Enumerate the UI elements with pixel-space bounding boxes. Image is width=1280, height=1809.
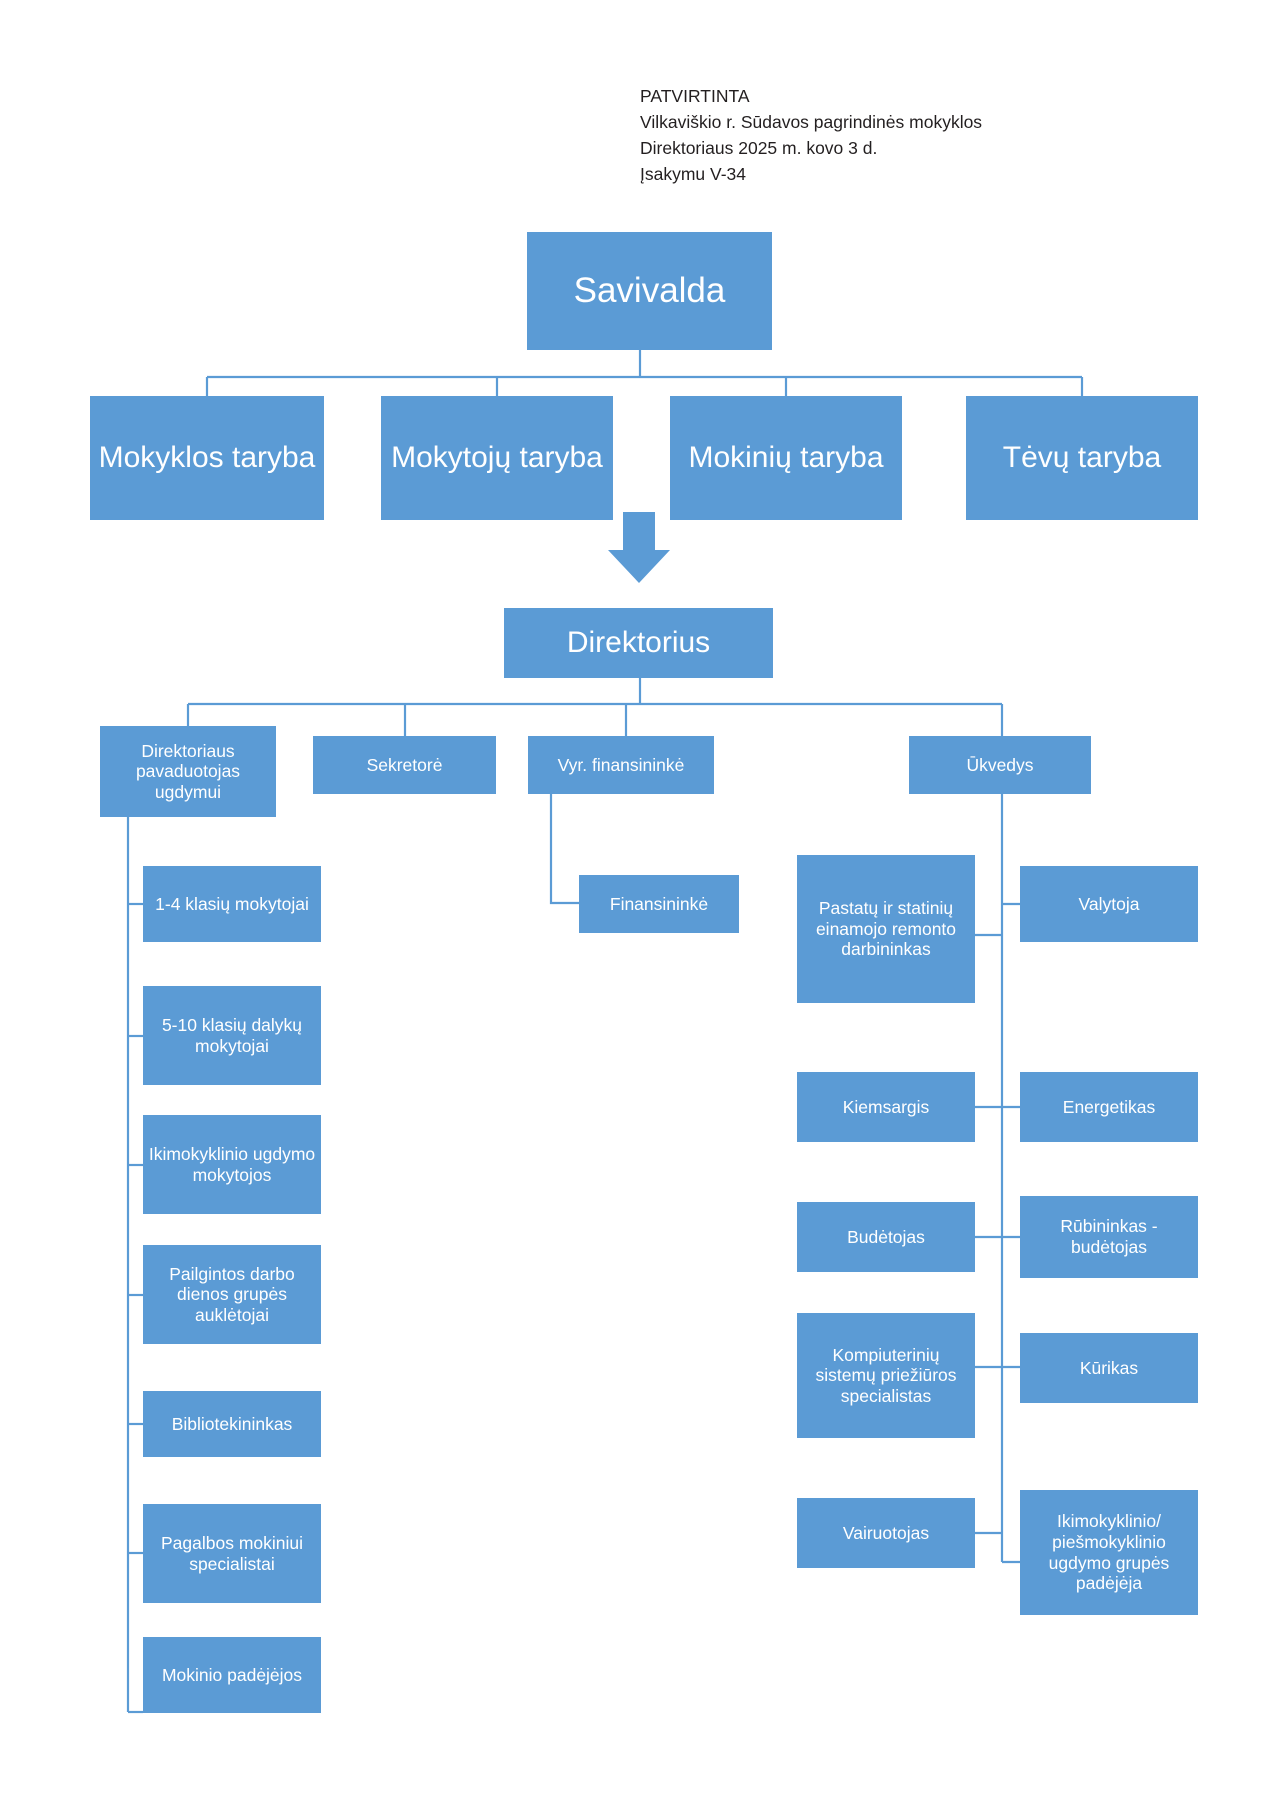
- node-label: Valytoja: [1078, 893, 1140, 914]
- node-kompiuteriniu-sistemu-prieziuros-specialistas[interactable]: [797, 1313, 975, 1438]
- node-label: Kūrikas: [1079, 1357, 1139, 1378]
- node-kiemsargis[interactable]: [797, 1072, 975, 1142]
- node-label: Kiemsargis: [842, 1096, 930, 1117]
- approval-line-4: Įsakymu V-34: [640, 164, 747, 184]
- node-rubininkas-budetojas[interactable]: [1020, 1196, 1198, 1278]
- node-label: Bibliotekininkas: [171, 1413, 293, 1434]
- node-budetojas[interactable]: [797, 1202, 975, 1272]
- node-sekretore[interactable]: [313, 736, 496, 794]
- node-label: Budėtojas: [847, 1226, 925, 1247]
- node-ikimokyklinio-ugdymo-mokytojos[interactable]: [143, 1115, 321, 1214]
- node-label: 5-10 klasių dalykų mokytojai: [161, 1014, 303, 1056]
- node-mokyklos-taryba[interactable]: [90, 396, 324, 520]
- node-label: Pastatų ir statinių einamojo remonto darbininkas: [815, 898, 957, 960]
- node-5-10-klasiu-dalyku-mokytojai[interactable]: [143, 986, 321, 1085]
- node-label: Pailgintos darbo dienos grupės auklėtojai: [169, 1263, 295, 1325]
- node-label: 1-4 klasių mokytojai: [155, 893, 309, 914]
- node-label: Finansininkė: [609, 893, 709, 914]
- node-mokinio-padejejos[interactable]: [143, 1637, 321, 1713]
- node-label: Direktoriaus pavaduotojas ugdymui: [135, 740, 241, 802]
- node-label: Energetikas: [1062, 1096, 1156, 1117]
- node-label: Savivalda: [573, 271, 726, 311]
- node-direktoriaus-pavaduotojas-ugdymui[interactable]: [100, 726, 276, 817]
- node-label: Tėvų taryba: [1002, 441, 1162, 475]
- approval-line-2: Vilkaviškio r. Sūdavos pagrindinės mokyklos: [640, 112, 983, 132]
- node-vairuotojas[interactable]: [797, 1498, 975, 1568]
- node-label: Ūkvedys: [966, 754, 1034, 775]
- node-label: Sekretorė: [366, 754, 443, 775]
- node-pastatu-ir-statiniu-remonto-darbininkas[interactable]: [797, 855, 975, 1003]
- node-label: Mokytojų taryba: [391, 441, 603, 475]
- node-mokiniu-taryba[interactable]: [670, 396, 902, 520]
- node-valytoja[interactable]: [1020, 866, 1198, 942]
- node-label: Ikimokyklinio ugdymo mokytojos: [148, 1143, 316, 1185]
- node-pagalbos-mokiniui-specialistai[interactable]: [143, 1504, 321, 1603]
- node-vyr-finansininke[interactable]: [528, 736, 714, 794]
- approval-line-1: PATVIRTINTA: [640, 86, 750, 106]
- node-ukvedys[interactable]: [909, 736, 1091, 794]
- node-bibliotekininkas[interactable]: [143, 1391, 321, 1457]
- node-label: Ikimokyklinio/ piešmokyklinio ugdymo grupės padėjėja: [1048, 1511, 1170, 1594]
- node-energetikas[interactable]: [1020, 1072, 1198, 1142]
- node-finansininke[interactable]: [579, 875, 739, 933]
- node-ikimokyklinio-priesmokyklinio-ugdymo-grupes-padejeja[interactable]: [1020, 1490, 1198, 1615]
- node-label: Kompiuterinių sistemų priežiūros specialistas: [815, 1344, 957, 1406]
- node-1-4-klasiu-mokytojai[interactable]: [143, 866, 321, 942]
- node-mokytoju-taryba[interactable]: [381, 396, 613, 520]
- node-label: Pagalbos mokiniui specialistai: [160, 1532, 304, 1574]
- node-savivalda[interactable]: [527, 232, 772, 350]
- node-label: Rūbininkas - budėtojas: [1060, 1216, 1158, 1257]
- node-label: Mokyklos taryba: [98, 441, 316, 475]
- node-kurikas[interactable]: [1020, 1333, 1198, 1403]
- node-label: Vairuotojas: [842, 1522, 930, 1543]
- node-label: Direktorius: [566, 626, 711, 660]
- node-direktorius[interactable]: [504, 608, 773, 678]
- approval-line-3: Direktoriaus 2025 m. kovo 3 d.: [640, 138, 878, 158]
- node-label: Vyr. finansininkė: [557, 754, 685, 775]
- node-label: Mokinio padėjėjos: [161, 1664, 303, 1685]
- node-pailgintos-darbo-dienos-grupes-auklejojai[interactable]: [143, 1245, 321, 1344]
- node-tevu-taryba[interactable]: [966, 396, 1198, 520]
- node-label: Mokinių taryba: [688, 441, 884, 475]
- approval-header: [640, 83, 982, 187]
